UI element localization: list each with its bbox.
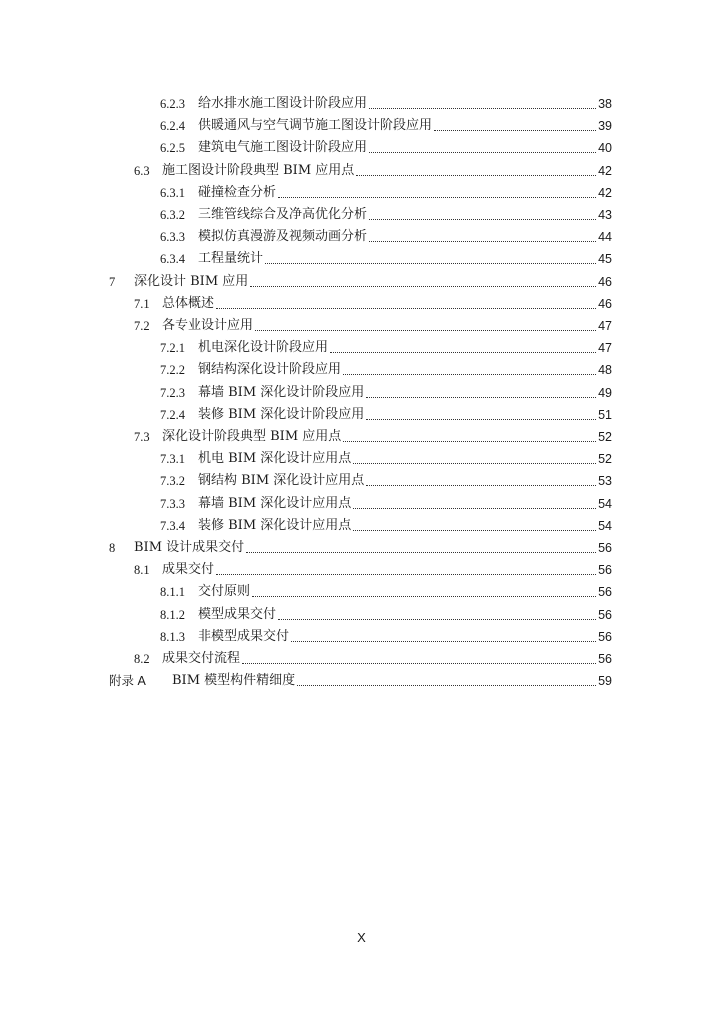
toc-dot-leader: [353, 463, 596, 464]
toc-dot-leader: [265, 263, 596, 264]
toc-entry[interactable]: [160, 223, 612, 245]
toc-dot-leader: [353, 530, 596, 531]
toc-entry[interactable]: [160, 90, 612, 112]
toc-entry-page: 52: [598, 452, 612, 467]
toc-dot-leader: [343, 441, 596, 442]
toc-entry-title: 深化设计阶段典型 BIM 应用点: [162, 429, 342, 444]
toc-entry[interactable]: [134, 645, 612, 667]
toc-entry-title: 成果交付: [162, 562, 215, 578]
toc-entry-number: 7.2.2: [160, 363, 185, 378]
toc-entry[interactable]: [160, 379, 612, 401]
toc-entry-title: BIM 模型构件精细度: [172, 673, 296, 689]
toc-entry-title: 给水排水施工图设计阶段应用: [198, 96, 368, 111]
toc-entry-number: 7.3.2: [160, 474, 185, 489]
toc-entry-number: 7.3.3: [160, 496, 185, 511]
toc-entry-page: 54: [598, 518, 612, 533]
toc-dot-leader: [330, 352, 596, 353]
toc-entry-title: 建筑电气施工图设计阶段应用: [198, 140, 368, 156]
toc-entry[interactable]: [109, 667, 612, 689]
toc-dot-leader: [369, 108, 596, 109]
toc-entry-page: 49: [598, 385, 612, 400]
toc-dot-leader: [250, 286, 596, 287]
toc-entry-page: 56: [598, 607, 612, 622]
toc-entry-number: 6.2.4: [160, 119, 185, 134]
toc-entry-title: 钢结构 BIM 深化设计应用点: [198, 473, 365, 489]
toc-entry-number: 6.2.5: [160, 141, 185, 156]
toc-entry[interactable]: [134, 290, 612, 312]
toc-entry[interactable]: [134, 556, 612, 578]
toc-entry-title: 模拟仿真漫游及视频动画分析: [198, 229, 368, 245]
toc-entry[interactable]: [109, 268, 612, 290]
toc-entry-title: 幕墙 BIM 深化设计应用点: [198, 495, 352, 511]
toc-entry-number: 6.3.3: [160, 230, 185, 245]
toc-entry-number: 7: [109, 274, 116, 289]
toc-entry-page: 38: [598, 97, 612, 111]
toc-entry-title: 各专业设计应用: [162, 318, 254, 333]
toc-entry-title: 总体概述: [162, 295, 215, 311]
toc-entry[interactable]: [160, 601, 612, 623]
toc-entry[interactable]: [160, 201, 612, 223]
toc-entry-page: 43: [598, 208, 612, 222]
toc-dot-leader: [291, 641, 596, 642]
toc-entry[interactable]: [160, 401, 612, 423]
toc-entry-page: 56: [598, 629, 612, 644]
toc-dot-leader: [255, 330, 596, 331]
toc-dot-leader: [278, 197, 596, 198]
toc-entry-page: 39: [598, 119, 612, 134]
toc-dot-leader: [356, 175, 596, 176]
toc-entry[interactable]: [160, 356, 612, 378]
toc-entry-title: 装修 BIM 深化设计阶段应用: [198, 406, 365, 422]
toc-dot-leader: [369, 219, 596, 220]
page-number: X: [357, 930, 366, 945]
toc-entry-title: 幕墙 BIM 深化设计阶段应用: [198, 384, 365, 400]
toc-dot-leader: [216, 574, 596, 575]
toc-entry-page: 59: [598, 674, 612, 689]
toc-dot-leader: [366, 485, 596, 486]
toc-entry-number: 7.3.4: [160, 518, 185, 533]
toc-entry-number: 7.1: [134, 296, 150, 311]
toc-entry[interactable]: [160, 578, 612, 600]
toc-entry[interactable]: [160, 134, 612, 156]
toc-entry-page: 56: [598, 585, 612, 600]
toc-entry[interactable]: [160, 623, 612, 645]
toc-dot-leader: [278, 619, 596, 620]
toc-entry[interactable]: [160, 179, 612, 201]
toc-entry-title: 钢结构深化设计阶段应用: [198, 362, 342, 378]
toc-entry-page: 51: [598, 407, 612, 422]
toc-entry-title: 三维管线综合及净高优化分析: [198, 207, 368, 222]
toc-entry-page: 52: [598, 430, 612, 444]
toc-entry-title: 机电 BIM 深化设计应用点: [198, 451, 352, 467]
toc-entry-number: 8.2: [134, 652, 150, 666]
toc-entry-title: 模型成果交付: [198, 606, 277, 622]
toc-entry-number: 7.2.4: [160, 407, 185, 422]
toc-dot-leader: [216, 308, 596, 309]
toc-dot-leader: [343, 374, 596, 375]
toc-dot-leader: [366, 397, 596, 398]
toc-dot-leader: [297, 685, 596, 686]
toc-entry-page: 56: [598, 541, 612, 555]
toc-entry-title: BIM 设计成果交付: [134, 540, 245, 555]
toc-entry-page: 56: [598, 652, 612, 666]
toc-entry-page: 46: [598, 296, 612, 311]
toc-entry[interactable]: [134, 312, 612, 334]
toc-entry-page: 53: [598, 474, 612, 489]
toc-entry-title: 深化设计 BIM 应用: [134, 273, 249, 289]
toc-dot-leader: [434, 130, 596, 131]
toc-entry-page: 46: [598, 274, 612, 289]
toc-entry-number: 6.2.3: [160, 97, 185, 111]
toc-entry-number: 8.1.1: [160, 585, 185, 600]
toc-entry-page: 56: [598, 563, 612, 578]
toc-entry-number: 7.2.3: [160, 385, 185, 400]
toc-dot-leader: [252, 596, 596, 597]
toc-entry-title: 施工图设计阶段典型 BIM 应用点: [162, 162, 355, 178]
toc-entry[interactable]: [160, 245, 612, 267]
toc-entry-title: 非模型成果交付: [198, 628, 290, 644]
toc-entry-title: 装修 BIM 深化设计应用点: [198, 517, 352, 533]
toc-entry-page: 44: [598, 230, 612, 245]
toc-dot-leader: [369, 241, 596, 242]
toc-entry[interactable]: [160, 445, 612, 467]
toc-dot-leader: [246, 552, 596, 553]
toc-entry[interactable]: [134, 157, 612, 179]
toc-entry-title: 供暖通风与空气调节施工图设计阶段应用: [198, 118, 433, 134]
toc-dot-leader: [353, 508, 596, 509]
toc-entry[interactable]: [109, 534, 612, 556]
toc-entry[interactable]: [160, 512, 612, 534]
toc-entry-page: 42: [598, 185, 612, 200]
toc-entry-number: 6.3.4: [160, 252, 185, 267]
toc-entry-page: 54: [598, 496, 612, 511]
toc-entry[interactable]: [134, 423, 612, 445]
toc-entry-page: 47: [598, 341, 612, 356]
toc-entry-number: 7.3.1: [160, 452, 185, 467]
toc-entry-page: 40: [598, 141, 612, 156]
toc-entry-page: 48: [598, 363, 612, 378]
toc-dot-leader: [369, 152, 596, 153]
toc-entry-number: 7.3: [134, 430, 150, 444]
toc-entry-title: 碰撞检查分析: [198, 184, 277, 200]
toc-entry-number: 7.2.1: [160, 341, 185, 356]
toc-entry-number: 6.3.2: [160, 208, 185, 222]
toc-entry-title: 交付原则: [198, 584, 251, 600]
toc-entry-title: 机电深化设计阶段应用: [198, 340, 329, 356]
toc-entry[interactable]: [160, 467, 612, 489]
toc-entry-page: 45: [598, 252, 612, 267]
toc-entry[interactable]: [160, 334, 612, 356]
toc-entry-title: 工程量统计: [198, 251, 264, 267]
toc-entry-page: 42: [598, 163, 612, 178]
toc-entry-number: 6.3: [134, 163, 150, 178]
toc-entry-number: 7.2: [134, 319, 150, 333]
toc-entry-number: 8.1: [134, 563, 150, 578]
toc-dot-leader: [242, 663, 596, 664]
toc-entry-number: 附录 A: [109, 674, 146, 689]
toc-entry-number: 8: [109, 541, 116, 555]
toc-entry-number: 8.1.3: [160, 629, 185, 644]
toc-entry[interactable]: [160, 112, 612, 134]
toc-entry-number: 8.1.2: [160, 607, 185, 622]
toc-dot-leader: [366, 419, 596, 420]
toc-entry-title: 成果交付流程: [162, 651, 241, 666]
toc-entry-page: 47: [598, 319, 612, 333]
toc-entry-number: 6.3.1: [160, 185, 185, 200]
toc-entry[interactable]: [160, 490, 612, 512]
